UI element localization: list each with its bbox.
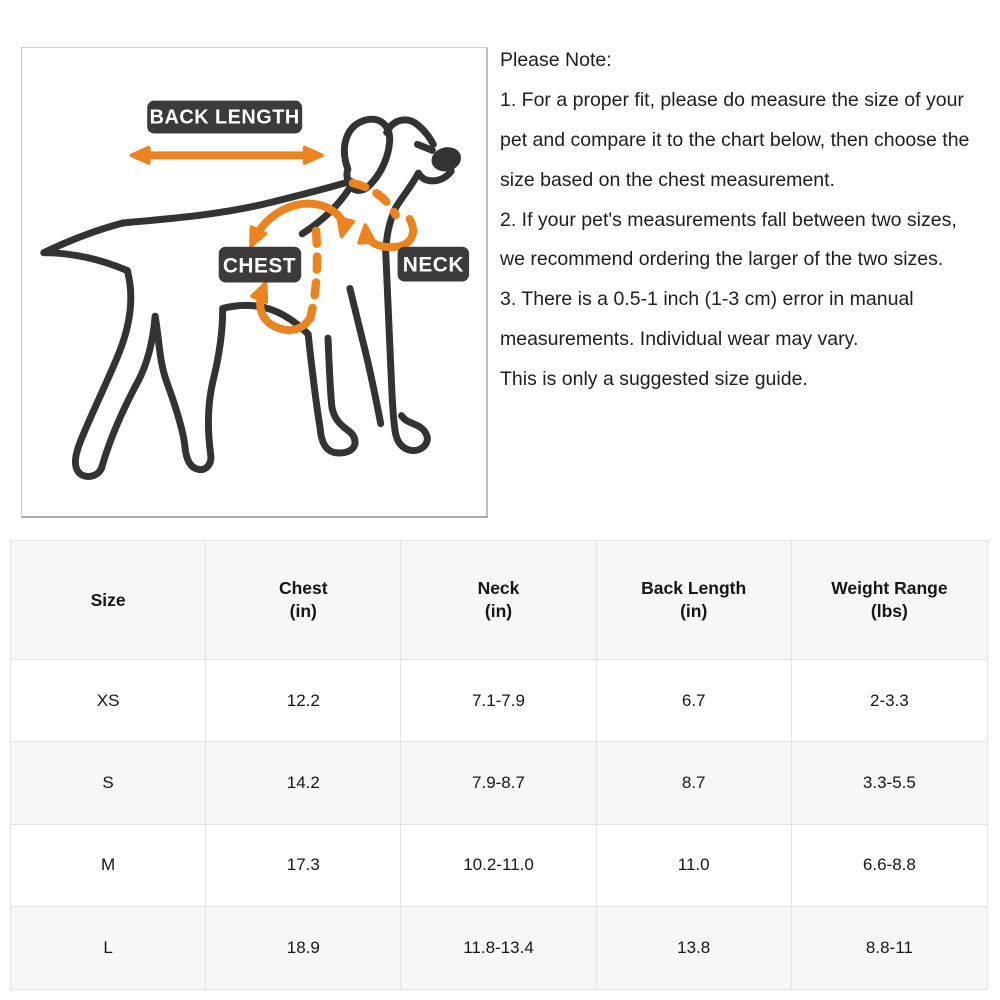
table-cell-back-length: 13.8 — [597, 907, 792, 989]
table-cell-size: XS — [11, 660, 206, 742]
header-title: Neck — [477, 578, 520, 598]
header-title: Back Length — [641, 578, 747, 598]
header-cell-size — [11, 541, 206, 660]
note-line: we recommend ordering the larger of the two sizes. — [500, 248, 944, 271]
note-line: 1. For a proper fit, please do measure the size of your — [500, 88, 964, 111]
note-line: size based on the chest measurement. — [500, 168, 835, 191]
table-cell-size: L — [11, 907, 206, 989]
table-cell-weight: 6.6-8.8 — [792, 825, 987, 907]
note-line: measurements. Individual wear may vary. — [500, 328, 859, 351]
table-cell-size: S — [11, 742, 206, 824]
dog-outline — [44, 119, 464, 476]
chest-label-text: CHEST — [222, 254, 297, 278]
table-cell-chest: 18.9 — [206, 907, 401, 989]
header-cell-weight-range — [792, 541, 987, 660]
header-cell-chest — [206, 541, 401, 660]
chest-arc-top — [254, 204, 344, 241]
note-line: pet and compare it to the chart below, then choose the — [500, 128, 970, 151]
table-cell-chest: 12.2 — [206, 660, 401, 742]
table-cell-chest: 14.2 — [206, 742, 401, 824]
header-unit: (in) — [484, 601, 513, 621]
table-cell-back-length: 8.7 — [597, 742, 792, 824]
header-cell-neck — [401, 541, 596, 660]
header-cell-back-length — [597, 541, 792, 660]
note-line: This is only a suggested size guide. — [500, 368, 808, 391]
please-note-block — [500, 41, 996, 400]
table-cell-size: M — [11, 825, 206, 907]
note-line: 3. There is a 0.5-1 inch (1-3 cm) error in manual — [500, 288, 914, 311]
dog-measurement-diagram — [21, 47, 488, 518]
table-cell-weight: 3.3-5.5 — [792, 742, 987, 824]
table-cell-weight: 8.8-11 — [792, 907, 987, 989]
dog-diagram-svg — [22, 48, 486, 516]
table-cell-weight: 2-3.3 — [792, 660, 987, 742]
table-cell-chest: 17.3 — [206, 825, 401, 907]
back-length-label-text: BACK LENGTH — [149, 106, 300, 129]
table-cell-neck: 7.1-7.9 — [401, 660, 596, 742]
neck-label — [398, 247, 470, 282]
size-chart-table — [10, 540, 988, 990]
note-line: Please Note: — [500, 49, 612, 71]
header-title: Chest — [278, 578, 328, 598]
table-cell-neck: 10.2-11.0 — [401, 825, 596, 907]
header-unit: (in) — [289, 601, 317, 621]
back-length-label — [147, 101, 302, 134]
table-cell-back-length: 6.7 — [597, 660, 792, 742]
header-unit: (in) — [680, 601, 708, 621]
table-cell-back-length: 11.0 — [597, 825, 792, 907]
note-line: 2. If your pet's measurements fall between two sizes, — [500, 208, 957, 231]
table-cell-neck: 7.9-8.7 — [401, 742, 596, 824]
neck-label-text: NECK — [402, 253, 464, 277]
header-title: Size — [90, 589, 126, 610]
table-cell-neck: 11.8-13.4 — [401, 907, 596, 989]
chest-dashed-line — [310, 231, 317, 318]
chest-label — [219, 247, 301, 283]
header-title: Weight Range — [831, 578, 948, 598]
neck-dashed-line — [353, 183, 396, 215]
header-unit: (lbs) — [870, 601, 908, 621]
